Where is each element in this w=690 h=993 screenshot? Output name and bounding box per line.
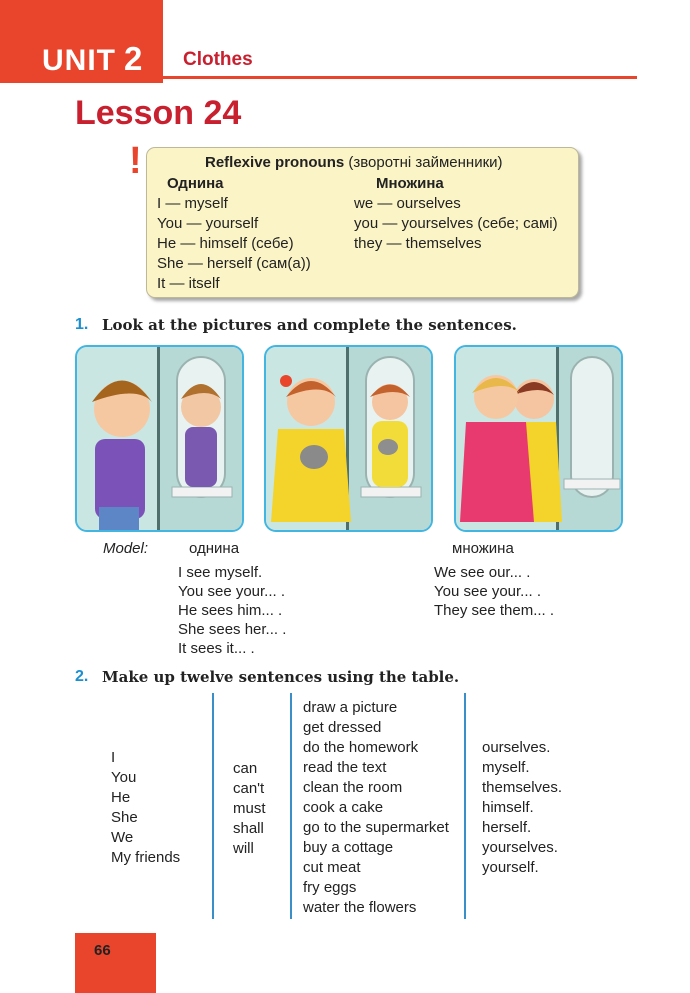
action-cell: do the homework xyxy=(303,739,419,756)
header-rule xyxy=(163,76,637,79)
action-cell: draw a picture xyxy=(303,699,398,716)
subject-cell: I xyxy=(111,749,116,766)
action-cell: water the flowers xyxy=(303,899,417,916)
action-cell: read the text xyxy=(303,759,387,776)
singular-sentence: You see your... . xyxy=(178,583,286,600)
modal-cell: shall xyxy=(233,820,264,837)
reflexive-cell: themselves. xyxy=(482,779,563,796)
plural-sentence: We see our... . xyxy=(434,564,531,581)
unit-label xyxy=(42,40,143,78)
singular-sentence: I see myself. xyxy=(178,564,263,581)
plural-sentence: You see your... . xyxy=(434,583,542,600)
grammar-box xyxy=(146,147,579,298)
plural-pronoun: you — yourselves (себе; самі) xyxy=(354,215,558,232)
singular-sentence: It sees it... . xyxy=(178,640,255,657)
reflexive-cell: herself. xyxy=(482,819,532,836)
subject-cell: She xyxy=(111,809,138,826)
plural-sentence: They see them... . xyxy=(434,602,555,619)
singular-sentence: She sees her... . xyxy=(178,621,287,638)
picture-girl-cat-mirror xyxy=(264,345,433,532)
modal-cell: will xyxy=(233,840,254,857)
singular-label: однина xyxy=(189,540,240,557)
subject-cell: You xyxy=(111,769,137,786)
singular-pronoun: I — myself xyxy=(157,195,228,212)
subject-cell: He xyxy=(111,789,131,806)
picture-two-girls-mirror xyxy=(454,345,623,532)
plural-pronoun: they — themselves xyxy=(354,235,482,252)
modal-cell: can't xyxy=(233,780,265,797)
reflexive-cell: myself. xyxy=(482,759,530,776)
unit-word: UNIT xyxy=(42,44,116,77)
reflexive-cell: himself. xyxy=(482,799,534,816)
singular-pronoun: She — herself (сам(а)) xyxy=(157,255,311,272)
table-divider xyxy=(212,693,214,919)
action-cell: go to the supermarket xyxy=(303,819,449,836)
exclamation-icon: ! xyxy=(129,140,142,182)
page-number: 66 xyxy=(94,942,111,959)
action-cell: cook a cake xyxy=(303,799,384,816)
reflexive-cell: yourself. xyxy=(482,859,539,876)
modal-cell: must xyxy=(233,800,266,817)
unit-title: Clothes xyxy=(183,49,253,70)
plural-label: множина xyxy=(452,540,514,557)
exercise-1-number: 1. xyxy=(75,316,89,333)
singular-heading: Однина xyxy=(167,175,224,192)
model-label: Model: xyxy=(103,540,149,557)
plural-heading: Множина xyxy=(376,175,444,192)
table-divider xyxy=(464,693,466,919)
subject-cell: My friends xyxy=(111,849,181,866)
exercise-1-instruction: Look at the pictures and complete the sentences. xyxy=(102,316,517,334)
action-cell: clean the room xyxy=(303,779,403,796)
table-divider xyxy=(290,693,292,919)
plural-pronoun: we — ourselves xyxy=(354,195,461,212)
grammar-title: Reflexive pronouns (зворотні займенники) xyxy=(205,154,503,171)
action-cell: get dressed xyxy=(303,719,382,736)
singular-pronoun: He — himself (себе) xyxy=(157,235,294,252)
singular-sentence: He sees him... . xyxy=(178,602,283,619)
action-cell: buy a cottage xyxy=(303,839,394,856)
subject-cell: We xyxy=(111,829,134,846)
action-cell: cut meat xyxy=(303,859,361,876)
picture-boy-mirror xyxy=(75,345,244,532)
exercise-2-number: 2. xyxy=(75,668,89,685)
unit-number: 2 xyxy=(124,40,144,77)
reflexive-cell: yourselves. xyxy=(482,839,558,856)
exercise-2-instruction: Make up twelve sentences using the table. xyxy=(102,668,460,686)
action-cell: fry eggs xyxy=(303,879,357,896)
reflexive-cell: ourselves. xyxy=(482,739,551,756)
modal-cell: can xyxy=(233,760,258,777)
singular-pronoun: You — yourself xyxy=(157,215,259,232)
page-number-box xyxy=(75,933,156,993)
lesson-title: Lesson 24 xyxy=(75,94,242,132)
singular-pronoun: It — itself xyxy=(157,275,220,292)
